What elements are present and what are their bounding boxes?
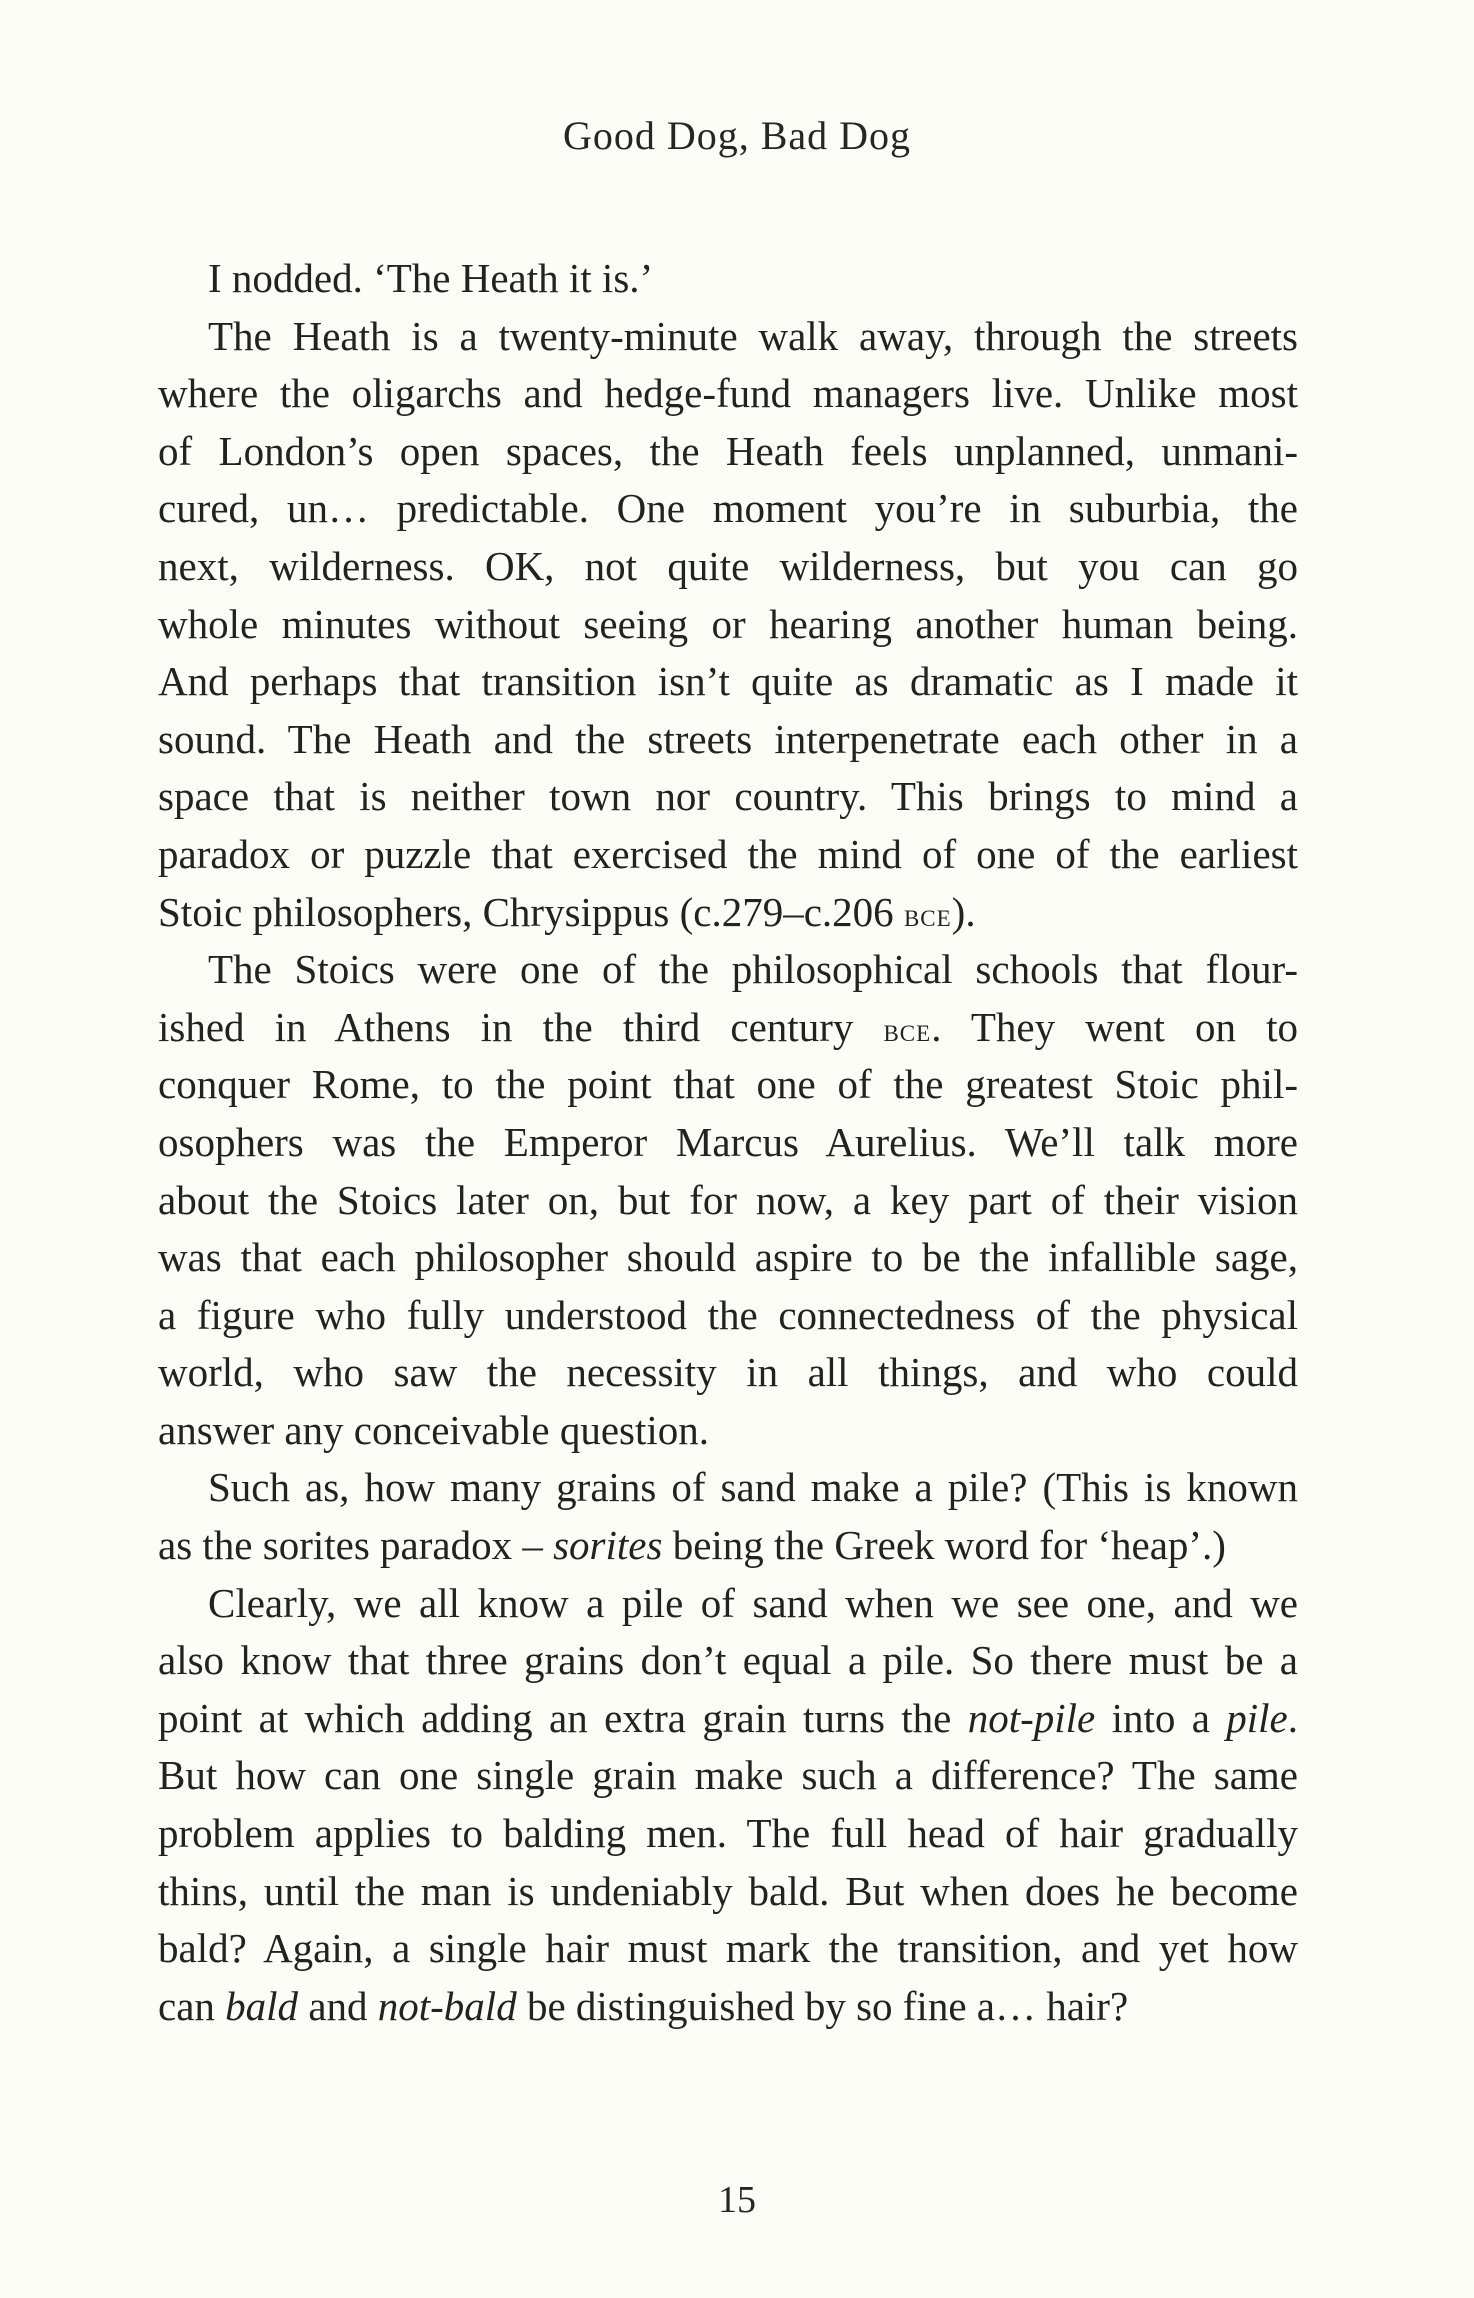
text-run: ished in Athens in the third century (158, 1003, 884, 1050)
italic-run: sorites (553, 1522, 663, 1569)
text-line (158, 1690, 1298, 1748)
text-run: ). (951, 888, 976, 935)
text-line: paradox or puzzle that exercised the mind of one of the earliest (158, 830, 1298, 877)
text-line: a figure who fully understood the connectedness of the physical (158, 1291, 1298, 1338)
text-line: thins, until the man is undeniably bald. But when does he become (158, 1867, 1298, 1914)
text-run: be distinguished by so fine a… hair? (516, 1982, 1129, 2029)
text-line: Such as, how many grains of sand make a pile? (This is known (208, 1464, 1298, 1511)
text-line: was that each philosopher should aspire to be the infallible sage, (158, 1234, 1298, 1281)
text-run: being the Greek word for ‘heap’.) (662, 1522, 1226, 1569)
text-line: The Heath is a twenty-minute walk away, through the streets (208, 312, 1298, 359)
text-line: osophers was the Emperor Marcus Aurelius. We’ll talk more (158, 1118, 1298, 1165)
body-text (158, 250, 1298, 2035)
italic-run: bald (225, 1982, 299, 2029)
text-line: where the oligarchs and hedge-fund managers live. Unlike most (158, 370, 1298, 417)
italic-run: not-bald (377, 1982, 517, 2029)
text-line: next, wilderness. OK, not quite wilderness, but you can go (158, 542, 1298, 589)
small-caps-run: bce (883, 1012, 932, 1049)
text-line: world, who saw the necessity in all things, and who could (158, 1349, 1298, 1396)
text-line: about the Stoics later on, but for now, a key part of their vision (158, 1176, 1298, 1223)
text-run: into a (1095, 1694, 1227, 1741)
running-head: Good Dog, Bad Dog (562, 113, 912, 158)
text-run: Stoic philosophers, Chrysippus (c.279–c.206 (158, 888, 904, 935)
text-line: sound. The Heath and the streets interpenetrate each other in a (158, 715, 1298, 762)
text-line: And perhaps that transition isn’t quite as dramatic as I made it (158, 658, 1298, 705)
text-line: But how can one single grain make such a difference? The same (158, 1752, 1298, 1799)
text-run: point at which adding an extra grain turns the (158, 1694, 968, 1741)
text-run: and (298, 1982, 378, 2029)
text-run: . They went on to (931, 1003, 1298, 1050)
text-line (158, 1978, 1298, 2036)
text-line: whole minutes without seeing or hearing another human being. (158, 600, 1298, 647)
text-line: cured, un… predictable. One moment you’re in suburbia, the (158, 485, 1298, 532)
text-line: conquer Rome, to the point that one of the greatest Stoic phil- (158, 1061, 1298, 1108)
text-line: of London’s open spaces, the Heath feels unplanned, unmani- (158, 427, 1298, 474)
text-run: can (158, 1982, 226, 2029)
text-line: Clearly, we all know a pile of sand when we see one, and we (208, 1579, 1298, 1626)
text-line: bald? Again, a single hair must mark the transition, and yet how (158, 1925, 1298, 1972)
page-number: 15 (718, 2179, 756, 2221)
text-line: answer any conceivable question. (158, 1406, 710, 1453)
text-run: as the sorites paradox – (158, 1522, 554, 1569)
italic-run: not-pile (967, 1694, 1096, 1741)
text-line (158, 1517, 1298, 1575)
text-line: space that is neither town nor country. This brings to mind a (158, 773, 1298, 820)
text-line: I nodded. ‘The Heath it is.’ (208, 255, 654, 301)
text-line: problem applies to balding men. The full head of hair gradually (158, 1810, 1298, 1857)
text-line: The Stoics were one of the philosophical schools that flour- (208, 946, 1298, 993)
text-run: . (1287, 1694, 1298, 1741)
text-line: also know that three grains don’t equal a pile. So there must be a (158, 1637, 1298, 1684)
text-line (158, 999, 1298, 1057)
text-line (158, 884, 1298, 942)
small-caps-run: bce (903, 897, 952, 934)
italic-run: pile (1226, 1694, 1288, 1741)
